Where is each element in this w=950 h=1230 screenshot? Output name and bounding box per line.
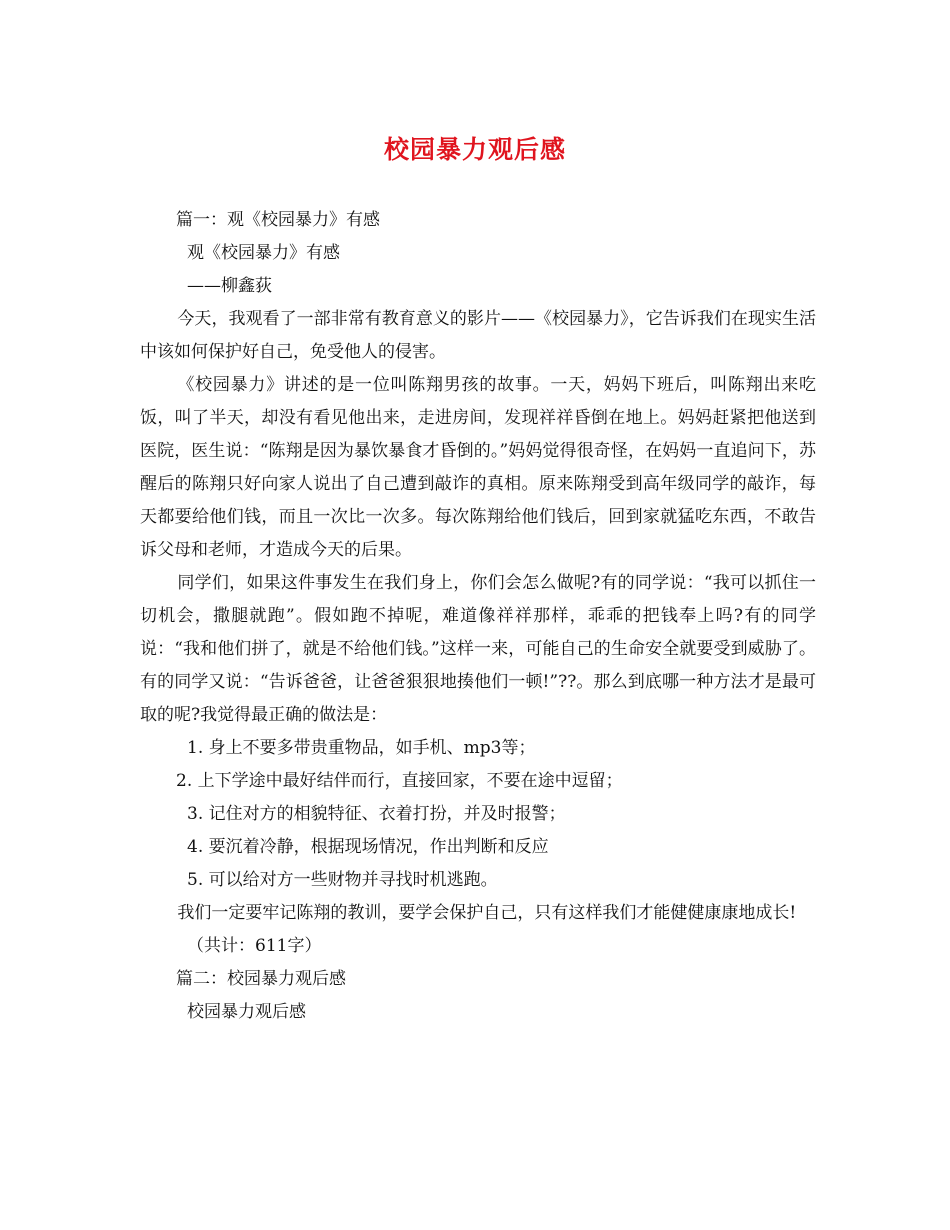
paragraph: 《校园暴力》讲述的是一位叫陈翔男孩的故事。一天，妈妈下班后，叫陈翔出来吃饭，叫了半天，却没有看见他出来，走进房间，发现祥祥昏倒在地上。妈妈赶紧把他送到医院，医生说：“陈翔是因为暴饮暴食才昏倒的。”妈妈觉得很奇怪，在妈妈一直追问下，苏醒后的陈翔只好向家人说出了自己遭到敲诈的真相。原来陈翔受到高年级同学的敲诈，每天都要给他们钱，而且一次比一次多。每次陈翔给他们钱后，回到家就猛吃东西，不敢告诉父母和老师，才造成今天的后果。	[140, 375, 816, 560]
section2-heading: 篇二：校园暴力观后感	[176, 969, 346, 989]
word-count: （共计：611字）	[187, 936, 322, 956]
document-title: 校园暴力观后感	[383, 135, 566, 164]
paragraph: 今天，我观看了一部非常有教育意义的影片——《校园暴力》，它告诉我们在现实生活中该如何保护好自己，免受他人的侵害。	[140, 309, 816, 362]
section1-author: ——柳鑫荻	[187, 276, 272, 296]
closing-paragraph: 我们一定要牢记陈翔的教训，要学会保护自己，只有这样我们才能健健康康地成长!	[177, 903, 797, 923]
list-item: 5. 可以给对方一些财物并寻找时机逃跑。	[187, 870, 498, 890]
list-item: 4. 要沉着冷静，根据现场情况，作出判断和反应	[187, 837, 549, 857]
section1-heading: 篇一：观《校园暴力》有感	[176, 210, 380, 230]
section1-subtitle: 观《校园暴力》有感	[187, 243, 340, 263]
document-body	[140, 204, 816, 1029]
list-item: 2. 上下学途中最好结伴而行，直接回家，不要在途中逗留；	[176, 771, 623, 791]
paragraph: 同学们，如果这件事发生在我们身上，你们会怎么做呢?有的同学说：“我可以抓住一切机会，撒腿就跑”。假如跑不掉呢，难道像祥祥那样，乖乖的把钱奉上吗?有的同学说：“我和他们拼了，就是不给他们钱。”这样一来，可能自己的生命安全就要受到威胁了。有的同学又说：“告诉爸爸，让爸爸狠狠地揍他们一顿!”??。那么到底哪一种方法才是最可取的呢?我觉得最正确的做法是：	[140, 573, 816, 725]
list-item: 3. 记住对方的相貌特征、衣着打扮，并及时报警；	[187, 804, 566, 824]
list-item: 1. 身上不要多带贵重物品，如手机、mp3等；	[187, 738, 536, 758]
section2-subtitle: 校园暴力观后感	[187, 1002, 306, 1022]
